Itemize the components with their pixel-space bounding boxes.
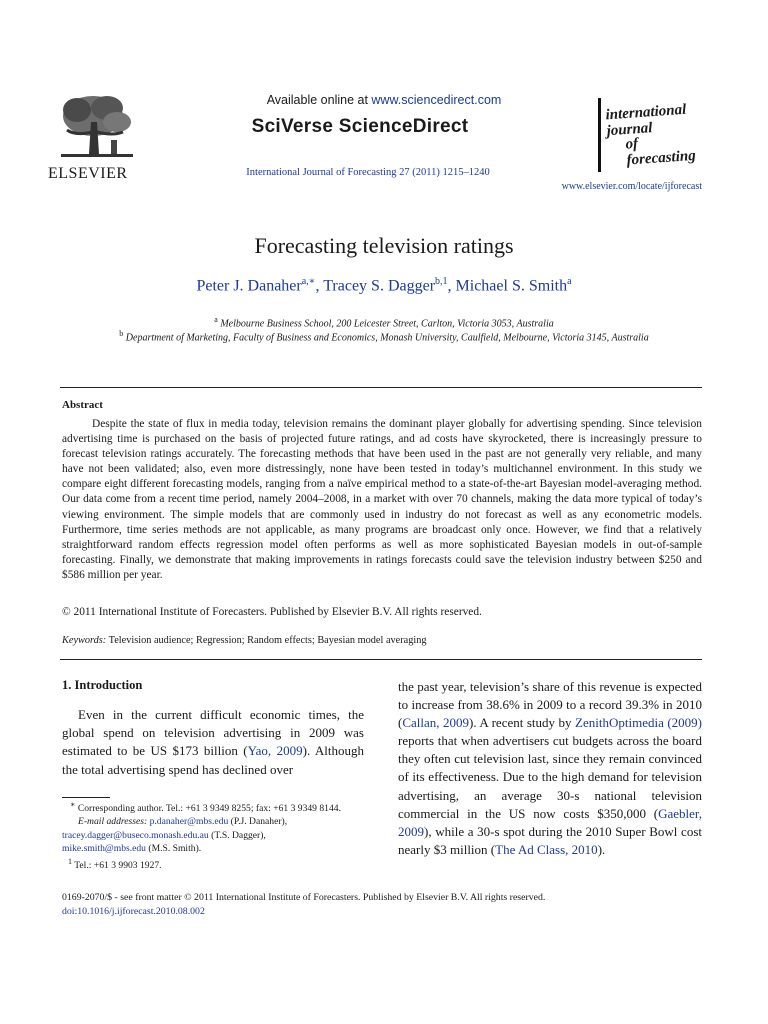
- page-footer: [62, 891, 545, 919]
- citation-link[interactable]: Yao, 2009: [247, 743, 303, 759]
- author-sup: a: [567, 276, 572, 287]
- intro-column-2: [398, 678, 702, 859]
- footnotes: [62, 798, 364, 872]
- author-name[interactable]: Michael S. Smith: [455, 277, 568, 295]
- citation-link[interactable]: Callan, 2009: [402, 715, 470, 731]
- affiliation-text: Melbourne Business School, 200 Leicester Street, Carlton, Victoria 3053, Australia: [220, 318, 554, 330]
- sciverse-brand: SciVerse ScienceDirect: [251, 116, 469, 137]
- intro-text: ). A recent study by: [469, 715, 576, 731]
- footnote-text: Corresponding author. Tel.: +61 3 9349 8255; fax: +61 3 9349 8144.: [77, 803, 341, 815]
- intro-text: reports that when advertisers cut budgets across the board they often cut television last, since they remain convinced of its effectiveness. Due to the high demand for television advertising, an average 30-s national television commercial in the US now costs $350,000 (: [398, 733, 702, 821]
- keywords-label: Keywords:: [62, 635, 107, 646]
- intro-text: the past year, television’s share of this revenue is expected to increase from 38.6% in 2009 to a record 39.3% in 2010 (: [398, 679, 702, 731]
- footnote-tel: [62, 855, 364, 872]
- footnote-corresponding: [62, 798, 364, 815]
- intro-column-1: [62, 706, 364, 779]
- email-link[interactable]: p.danaher@mbs.edu: [149, 816, 229, 828]
- footer-front-matter: 0169-2070/$ - see front matter © 2011 International Institute of Forecasters. Published by Elsevier B.V. All rights reserved.: [62, 892, 546, 903]
- affiliation-sup: b: [119, 329, 124, 338]
- elsevier-wordmark: ELSEVIER: [48, 165, 128, 182]
- section-heading-introduction: 1. Introduction: [62, 678, 143, 692]
- keywords-line: [62, 635, 427, 646]
- ijf-logo-bar: [598, 98, 601, 172]
- footnote-text: (M.S. Smith).: [145, 842, 202, 854]
- affiliation-b: [0, 329, 768, 343]
- author-list: Peter J. Danaher$^{a,∗}$, Tracey S. Dagger$^{b,1}$, Michael S. Smith$^a$: [196, 276, 572, 295]
- affiliation-text: Department of Marketing, Faculty of Business and Economics, Monash University, Caulfield, Melbourne, Victoria 3145, Australia: [125, 332, 649, 344]
- intro-text: ), while a 30-s spot during the 2010 Super Bowl cost nearly $3 million (: [398, 823, 702, 857]
- citation-link[interactable]: Gaebler, 2009: [398, 805, 702, 839]
- ijf-logo-line2: of forecasting: [624, 135, 697, 169]
- footnote-text: Tel.: +61 3 9903 1927.: [74, 860, 162, 872]
- citation-link[interactable]: ZenithOptimedia (2009): [575, 715, 703, 731]
- intro-text: Even in the current difficult economic times, the global spend on television advertising in 2009 was estimated to be US $173 billion (: [62, 707, 364, 759]
- author-sup: b,1: [435, 276, 448, 287]
- email-link[interactable]: tracey.dagger@buseco.monash.edu.au: [62, 829, 209, 841]
- abstract-heading: Abstract: [62, 399, 103, 411]
- author-name[interactable]: Peter J. Danaher: [196, 277, 302, 295]
- affiliation-sup: a: [214, 315, 218, 324]
- author-name[interactable]: Tracey S. Dagger: [323, 277, 436, 295]
- author-sup: a,∗: [301, 276, 316, 287]
- footnote-text: (P.J. Danaher),: [228, 816, 288, 828]
- elsevier-tree-logo-icon: [55, 92, 137, 164]
- journal-url-link[interactable]: www.elsevier.com/locate/ijforecast: [561, 181, 702, 192]
- doi-link[interactable]: doi:10.1016/j.ijforecast.2010.08.002: [62, 906, 205, 917]
- ijf-logo-line1: international journal: [605, 101, 687, 140]
- available-prefix: Available online at: [266, 93, 372, 107]
- article-title: Forecasting television ratings: [254, 233, 514, 258]
- ijf-logo: [598, 98, 702, 172]
- citation-link[interactable]: The Ad Class, 2010: [495, 841, 598, 857]
- intro-text: ). Although the total advertising spend has declined over: [62, 743, 364, 777]
- sciencedirect-link[interactable]: www.sciencedirect.com: [371, 93, 502, 107]
- footnote-mark: ∗: [70, 800, 76, 809]
- keywords-text: Television audience; Regression; Random effects; Bayesian model averaging: [108, 635, 427, 646]
- abstract-body: Despite the state of flux in media today, television remains the dominant player globally for advertising spending. Since television advertising time is purchased on the basis of projected future ratings, and ad costs have skyrocketed, there is increasingly pressure to forecast television ratings accurately. The forecasting methods that have been used in the past are not generally very reliable, and many have not been validated; also, even more distressingly, none have been tested in today’s multichannel environment. In this study we compare eight different forecasting models, ranging from a naïve empirical method to a state-of-the-art Bayesian model-averaging method. Our data come from a recent time period, namely 2004–2008, in a market with over 70 channels, making the data more typical of today’s viewing environment. The simple models that are commonly used in industry do not forecast as well as any econometric models. Furthermore, time series methods are not applicable, as many programs are broadcast only once. However, we find that a relatively straightforward random effects regression model often performs as well as more sophisticated Bayesian models in out-of-sample forecasting. Finally, we demonstrate that making improvements in ratings forecasts could save the television industry between $250 and $586 million per year.: [62, 418, 702, 581]
- journal-citation-link[interactable]: International Journal of Forecasting 27 (2011) 1215–1240: [246, 167, 490, 178]
- email-link[interactable]: mike.smith@mbs.edu: [62, 842, 146, 854]
- intro-text: ).: [597, 841, 606, 857]
- footnote-mark: 1: [68, 857, 72, 866]
- footnote-emails: [62, 815, 364, 855]
- abstract-top-rule: [60, 387, 702, 388]
- affiliation-a: [0, 315, 768, 329]
- abstract-bottom-rule: [60, 659, 702, 660]
- footnote-email-label: E-mail addresses:: [78, 816, 148, 828]
- footnote-text: (T.S. Dagger),: [208, 829, 266, 841]
- abstract-copyright: © 2011 International Institute of Forecasters. Published by Elsevier B.V. All rights reserved.: [62, 606, 482, 618]
